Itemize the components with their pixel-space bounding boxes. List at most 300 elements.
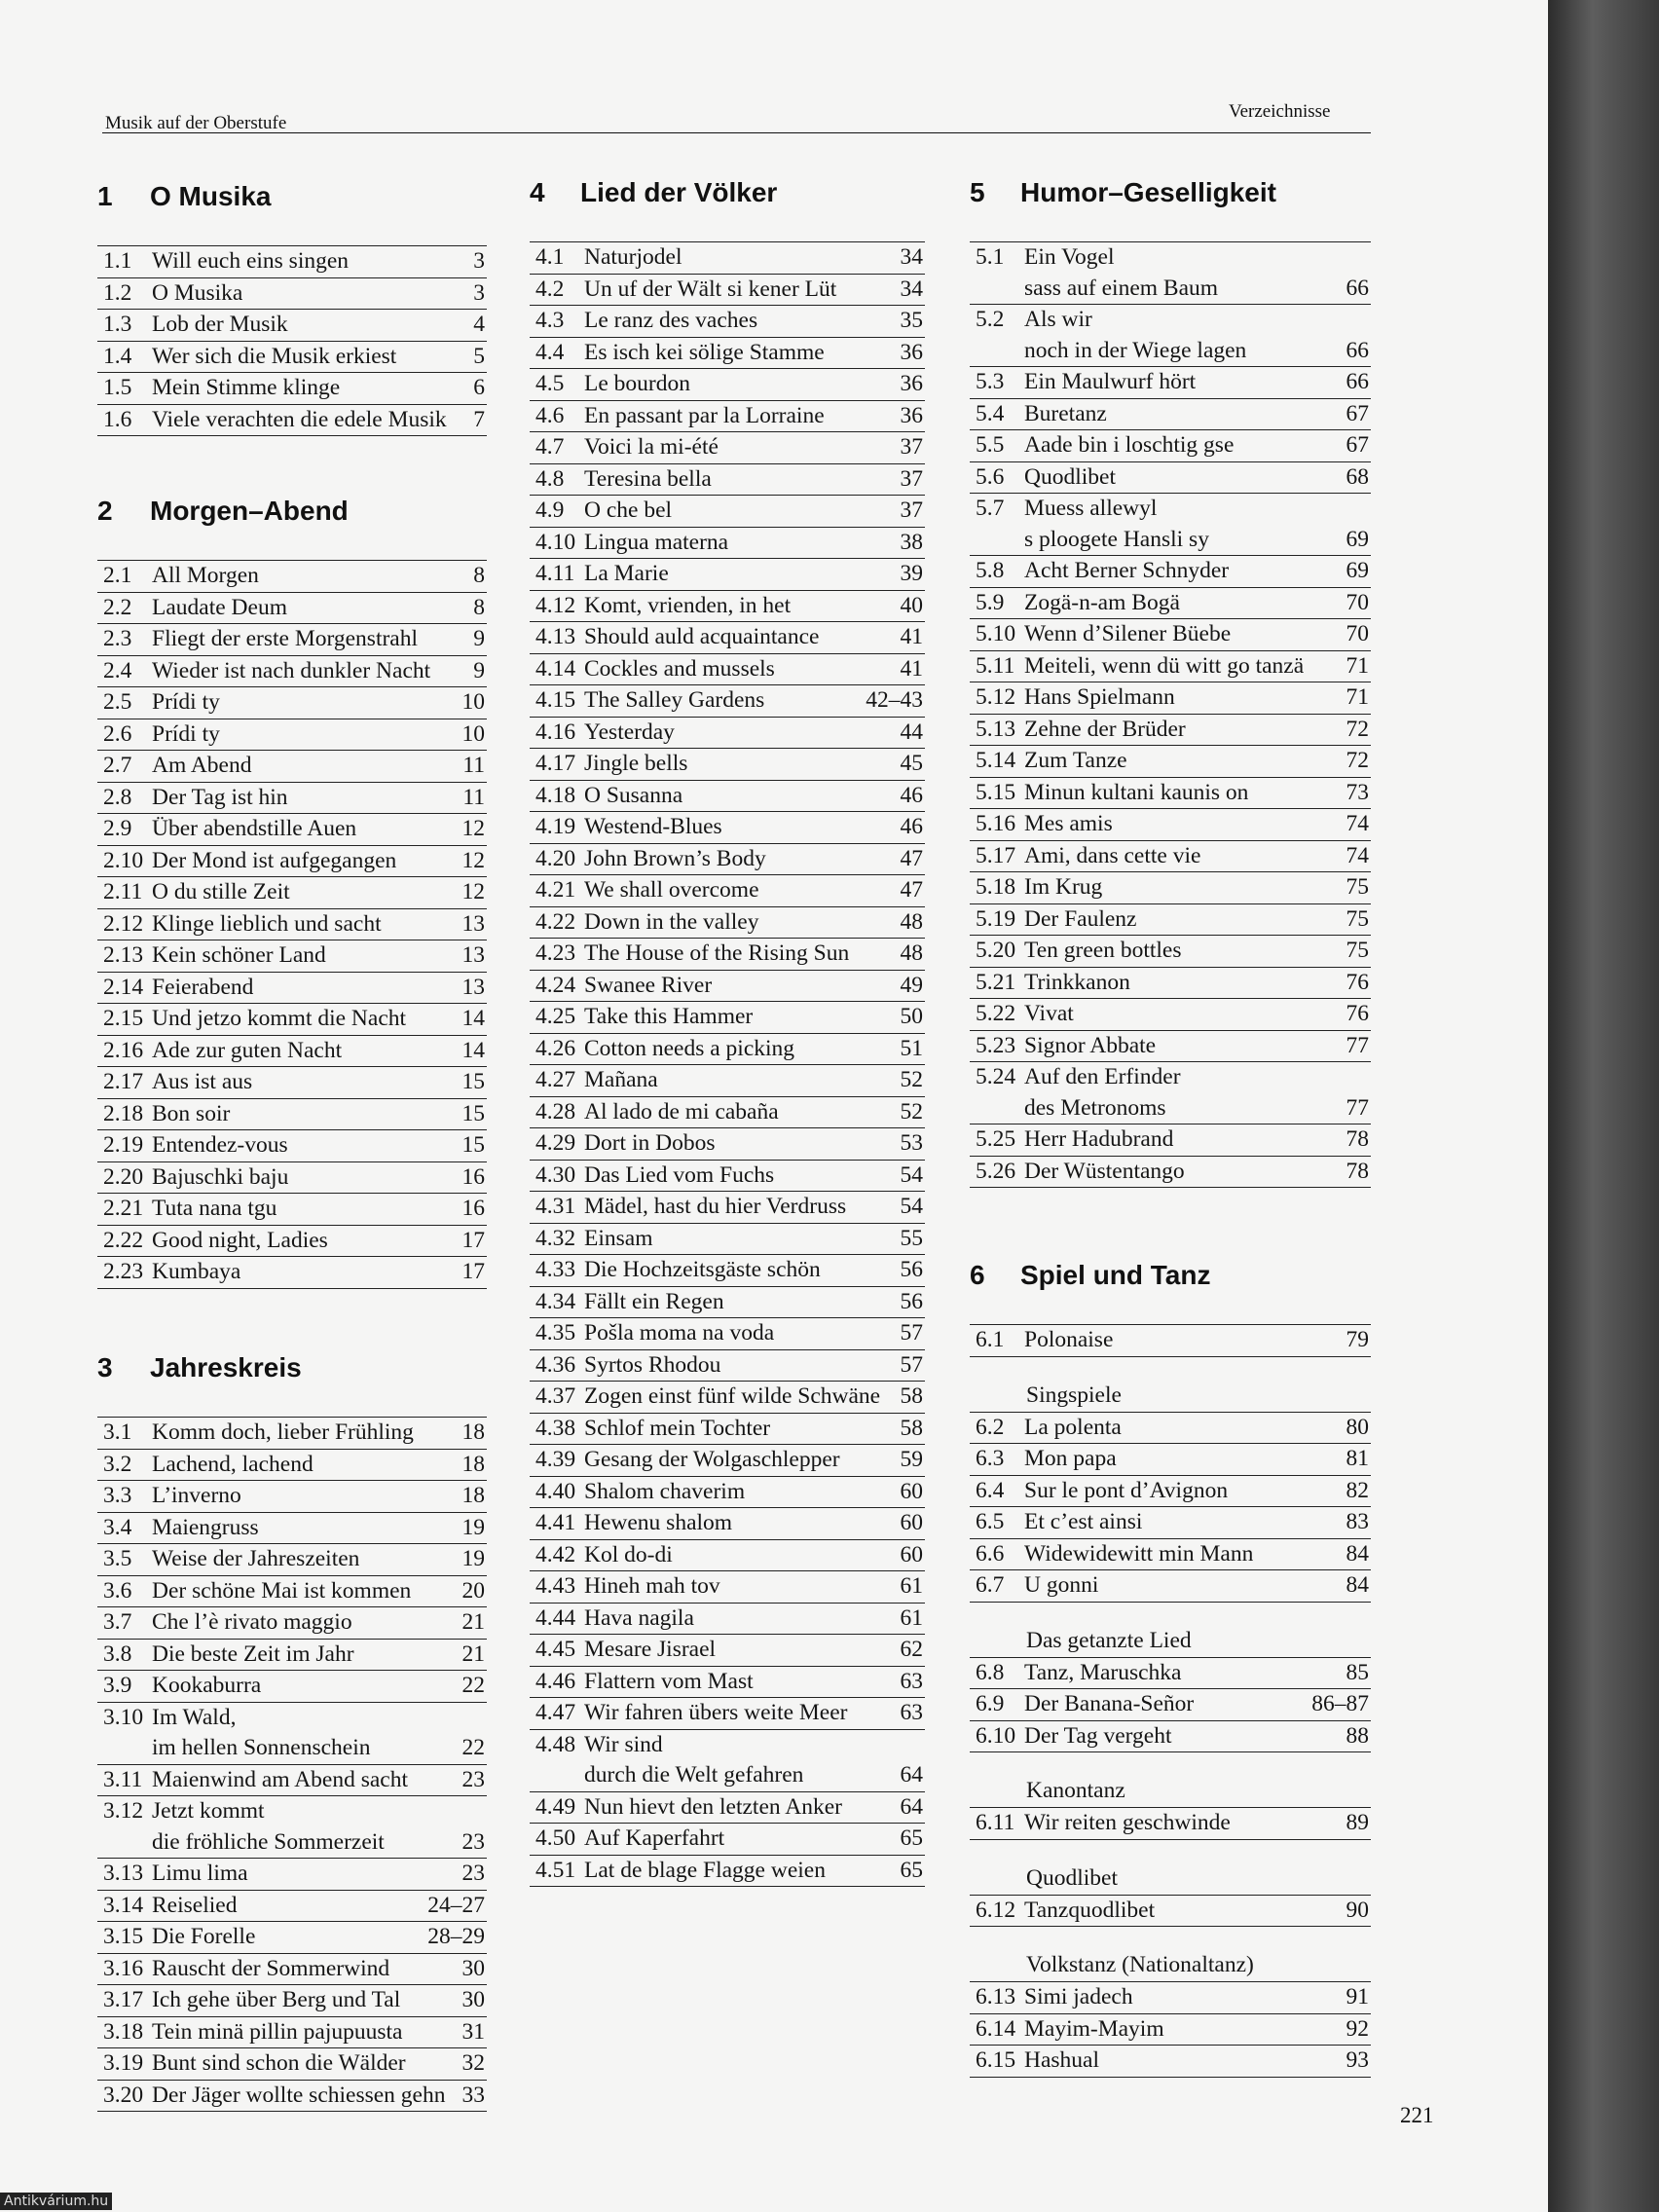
- entry-title-line: Komt, vrienden, in het: [584, 592, 792, 618]
- toc-entry: [97, 1162, 487, 1195]
- entry-number: 4.3: [535, 308, 565, 333]
- toc-entry: [530, 654, 925, 686]
- entry-page: 56: [900, 1288, 923, 1314]
- entry-number: 5.15: [976, 779, 1016, 805]
- toc-entry: [970, 778, 1371, 810]
- entry-title-line: Wir fahren übers weite Meer: [584, 1700, 848, 1725]
- toc-entry: [530, 907, 925, 940]
- entry-page: 23: [461, 1766, 485, 1792]
- entry-number: 2.6: [103, 720, 132, 747]
- toc-entry: [530, 1192, 925, 1224]
- entry-title-line: Herr Hadubrand: [1024, 1126, 1174, 1152]
- toc-entry: [530, 496, 925, 528]
- entry-title: [970, 1325, 1371, 1356]
- entry-number: 4.47: [535, 1700, 576, 1725]
- toc-entry: [530, 306, 925, 338]
- toc-entry: [530, 812, 925, 844]
- entry-page: 75: [1346, 874, 1369, 900]
- entry-title-line: Maienwind am Abend sacht: [152, 1766, 409, 1792]
- toc-entry: [970, 399, 1371, 431]
- section-number: 2: [97, 496, 113, 526]
- toc-entry: [530, 622, 925, 654]
- entry-page: 13: [461, 942, 485, 968]
- toc-entry: [97, 593, 487, 625]
- entry-number: 4.11: [535, 561, 575, 586]
- entry-number: 6.9: [976, 1691, 1005, 1716]
- toc-entry: [970, 1444, 1371, 1476]
- entry-title-line: Bajuschki baju: [152, 1163, 289, 1190]
- entry-number: 4.50: [535, 1825, 576, 1851]
- entry-title: [530, 1540, 925, 1571]
- entry-number: 6.15: [976, 2047, 1016, 2073]
- entry-number: 1.1: [103, 248, 132, 274]
- entry-number: 4.48: [535, 1731, 576, 1757]
- section-title: Morgen–Abend: [150, 496, 349, 526]
- entry-title-line: Feierabend: [152, 974, 254, 1000]
- entry-number: 2.20: [103, 1163, 144, 1190]
- entry-page: 45: [900, 751, 923, 776]
- entry-number: 4.14: [535, 655, 576, 682]
- entry-number: 4.32: [535, 1225, 576, 1251]
- entry-title-line: Zogen einst fünf wilde Schwäne: [584, 1383, 881, 1409]
- entry-page: 79: [1346, 1327, 1369, 1352]
- entry-title: [530, 1445, 925, 1476]
- entry-number: 6.14: [976, 2015, 1016, 2042]
- entry-title-line: Yesterday: [584, 719, 675, 745]
- entry-title: [970, 619, 1371, 650]
- entry-title: [970, 305, 1371, 366]
- entry-page: 57: [900, 1351, 923, 1378]
- entry-title: [530, 1318, 925, 1349]
- section-1: [97, 177, 487, 436]
- entry-number: 2.12: [103, 910, 144, 937]
- entry-number: 4.39: [535, 1447, 576, 1472]
- toc-entry: [530, 1065, 925, 1097]
- page-edge: [1548, 0, 1659, 2212]
- entry-title-line: Flattern vom Mast: [584, 1668, 754, 1694]
- entry-title: [97, 1576, 487, 1607]
- entry-title-line: Jingle bells: [584, 751, 688, 776]
- entry-page: 10: [461, 720, 485, 747]
- entry-page: 8: [473, 563, 485, 588]
- entry-page: 13: [461, 974, 485, 1000]
- toc-entry: [97, 751, 487, 783]
- entry-title: [970, 1689, 1371, 1720]
- toc-entry: [530, 781, 925, 813]
- entry-page: 42–43: [866, 687, 923, 713]
- entry-number: 4.22: [535, 908, 576, 935]
- entry-number: 3.3: [103, 1483, 132, 1508]
- entry-page: 76: [1346, 1001, 1369, 1026]
- entry-number: 4.25: [535, 1004, 576, 1029]
- entry-page: 69: [1346, 526, 1369, 552]
- toc-list: [970, 241, 1371, 1188]
- entry-title-line: Mes amis: [1024, 811, 1113, 836]
- entry-number: 5.20: [976, 938, 1016, 963]
- entry-number: 6.12: [976, 1897, 1016, 1923]
- entry-title-line: durch die Welt gefahren: [584, 1762, 804, 1788]
- toc-entry: [970, 1982, 1371, 2014]
- entry-page: 62: [900, 1637, 923, 1662]
- toc-list: [530, 241, 925, 1887]
- entry-title: [530, 1382, 925, 1413]
- entry-title: [970, 1539, 1371, 1570]
- toc-entry: [97, 877, 487, 909]
- entry-title: [97, 1226, 487, 1257]
- entry-title-line: Syrtos Rhodou: [584, 1351, 721, 1378]
- toc-entry: [97, 909, 487, 941]
- entry-page: 72: [1346, 748, 1369, 773]
- entry-page: 37: [900, 498, 923, 523]
- entry-number: 3.13: [103, 1861, 144, 1886]
- entry-page: 53: [900, 1130, 923, 1156]
- toc-entry: [97, 1576, 487, 1608]
- entry-page: 3: [473, 279, 485, 306]
- entry-title: [530, 496, 925, 527]
- entry-page: 21: [461, 1609, 485, 1635]
- entry-page: 56: [900, 1257, 923, 1282]
- entry-title-line: Der Mond ist aufgegangen: [152, 847, 397, 873]
- entry-title: [97, 1162, 487, 1194]
- entry-number: 4.51: [535, 1857, 576, 1883]
- toc-entry: [97, 1922, 487, 1954]
- entry-title-line: Komm doch, lieber Frühling: [152, 1419, 414, 1445]
- toc-entry: [97, 1099, 487, 1131]
- entry-number: 3.5: [103, 1546, 132, 1571]
- entry-number: 4.24: [535, 972, 576, 998]
- entry-title: [97, 1954, 487, 1985]
- entry-title: [97, 877, 487, 908]
- entry-number: 4.45: [535, 1637, 576, 1662]
- entry-page: 84: [1346, 1572, 1369, 1598]
- entry-title-line: Ein Vogel: [1024, 244, 1115, 270]
- entry-title-line: Le bourdon: [584, 371, 690, 396]
- entry-page: 6: [473, 375, 485, 400]
- toc-entry: [530, 432, 925, 464]
- entry-number: 4.2: [535, 276, 565, 302]
- entry-number: 4.1: [535, 244, 565, 270]
- entry-title-line: Das Lied vom Fuchs: [584, 1161, 775, 1188]
- entry-title-line: O Susanna: [584, 782, 683, 808]
- entry-page: 8: [473, 594, 485, 620]
- entry-page: 49: [900, 972, 923, 998]
- entry-page: 61: [900, 1573, 923, 1599]
- entry-title: [970, 242, 1371, 304]
- entry-title: [97, 278, 487, 310]
- toc-list: [97, 245, 487, 436]
- toc-entry: [970, 494, 1371, 556]
- toc-entry: [530, 1856, 925, 1888]
- entry-title: [530, 907, 925, 939]
- entry-number: 4.33: [535, 1257, 576, 1282]
- entry-title-line: Fällt ein Regen: [584, 1288, 724, 1314]
- entry-number: 3.11: [103, 1766, 143, 1792]
- entry-title-line: Trinkkanon: [1024, 969, 1130, 995]
- entry-page: 55: [900, 1225, 923, 1251]
- entry-number: 2.16: [103, 1037, 144, 1063]
- entry-title-line: The House of the Rising Sun: [584, 940, 850, 966]
- entry-number: 5.24: [976, 1064, 1016, 1089]
- entry-title: [530, 306, 925, 337]
- entry-number: 2.10: [103, 847, 144, 873]
- toc-entry: [97, 278, 487, 311]
- toc-entry: [97, 373, 487, 405]
- toc-entry: [97, 1194, 487, 1226]
- entry-page: 71: [1346, 652, 1369, 679]
- entry-number: 5.9: [976, 589, 1005, 615]
- entry-title: [530, 1128, 925, 1160]
- entry-title-line: Laudate Deum: [152, 594, 287, 620]
- entry-title: [97, 246, 487, 277]
- toc-entry: [970, 682, 1371, 715]
- entry-title-line: Shalom chaverim: [584, 1478, 746, 1504]
- entry-number: 5.11: [976, 652, 1015, 679]
- toc-list: [970, 1657, 1371, 1753]
- toc-entry: [97, 1954, 487, 1986]
- entry-page: 14: [461, 1006, 485, 1031]
- entry-page: 65: [900, 1857, 923, 1883]
- entry-title-line: Hava nagila: [584, 1604, 694, 1631]
- entry-title-line: Le ranz des vaches: [584, 308, 758, 333]
- entry-title-line: Mein Stimme klinge: [152, 375, 341, 400]
- entry-title: [970, 904, 1371, 936]
- entry-title-line: The Salley Gardens: [584, 687, 765, 713]
- entry-page: 36: [900, 371, 923, 396]
- entry-title: [530, 1161, 925, 1192]
- entry-number: 5.22: [976, 1001, 1016, 1026]
- entry-page: 12: [461, 879, 485, 904]
- entry-title-line: Che l’è rivato maggio: [152, 1609, 352, 1635]
- entry-number: 5.19: [976, 905, 1016, 932]
- entry-title: [97, 719, 487, 751]
- subsection-label: Kanontanz: [1026, 1778, 1125, 1803]
- toc-entry: [97, 940, 487, 973]
- entry-page: 38: [900, 529, 923, 555]
- entry-title-line: Lob der Musik: [152, 312, 288, 337]
- toc-entry: [530, 401, 925, 433]
- entry-page: 30: [461, 1987, 485, 2012]
- entry-title: [970, 588, 1371, 619]
- toc-entry: [97, 1226, 487, 1258]
- entry-title-line: Der Tag vergeht: [1024, 1722, 1172, 1749]
- entry-title: [970, 2046, 1371, 2077]
- toc-entry: [97, 814, 487, 846]
- entry-title: [97, 909, 487, 940]
- entry-number: 6.4: [976, 1477, 1005, 1503]
- entry-title-line: Hans Spielmann: [1024, 684, 1175, 710]
- entry-title: [97, 1985, 487, 2016]
- toc-entry: [970, 619, 1371, 651]
- entry-page: 16: [461, 1163, 485, 1190]
- entry-title-line: Der Banana-Señor: [1024, 1691, 1195, 1716]
- entry-title-line: Schlof mein Tochter: [584, 1415, 771, 1441]
- entry-page: 78: [1346, 1126, 1369, 1152]
- entry-number: 6.11: [976, 1810, 1015, 1835]
- entry-title-line: Viele verachten die edele Musik: [152, 406, 447, 432]
- entry-page: 69: [1346, 558, 1369, 583]
- entry-page: 86–87: [1311, 1691, 1369, 1716]
- entry-title-line: Tanz, Maruschka: [1024, 1659, 1182, 1685]
- entry-page: 91: [1346, 1984, 1369, 2009]
- entry-title: [970, 1896, 1371, 1927]
- toc-entry: [970, 999, 1371, 1031]
- entry-title: [530, 939, 925, 970]
- entry-page: 32: [461, 2050, 485, 2076]
- entry-title: [970, 1721, 1371, 1752]
- entry-number: 5.23: [976, 1032, 1016, 1058]
- entry-title: [970, 1413, 1371, 1444]
- toc-entry: [97, 2048, 487, 2081]
- entry-title: [97, 783, 487, 814]
- entry-page: 37: [900, 434, 923, 460]
- entry-page: 9: [473, 657, 485, 683]
- entry-number: 4.12: [535, 592, 576, 618]
- entry-number: 5.13: [976, 716, 1016, 742]
- entry-title: [97, 593, 487, 624]
- entry-number: 3.2: [103, 1451, 132, 1477]
- entry-title: [970, 494, 1371, 555]
- section-2: [97, 492, 487, 1289]
- section-number: 1: [97, 181, 113, 211]
- entry-page: 23: [461, 1828, 485, 1855]
- entry-page: 18: [461, 1483, 485, 1508]
- entry-title: [97, 342, 487, 373]
- entry-title: [97, 656, 487, 687]
- entry-title: [530, 432, 925, 463]
- entry-title: [970, 1476, 1371, 1507]
- toc-entry: [530, 1667, 925, 1699]
- entry-title-line: Am Abend: [152, 753, 252, 778]
- section-6: [970, 1256, 1371, 2078]
- entry-number: 4.36: [535, 1351, 576, 1378]
- toc-entry: [530, 1318, 925, 1350]
- entry-number: 2.4: [103, 657, 132, 683]
- toc-entry: [97, 973, 487, 1005]
- entry-page: 85: [1346, 1659, 1369, 1685]
- toc-entry: [530, 1161, 925, 1193]
- entry-title: [97, 1640, 487, 1671]
- entry-page: 75: [1346, 905, 1369, 932]
- toc-list: [970, 1324, 1371, 1357]
- entry-page: 18: [461, 1419, 485, 1445]
- entry-title: [530, 338, 925, 369]
- toc-entry: [97, 1004, 487, 1036]
- entry-title-line: Weise der Jahreszeiten: [152, 1546, 360, 1571]
- toc-entry: [530, 1477, 925, 1509]
- section-number: 5: [970, 177, 985, 207]
- toc-entry: [97, 1640, 487, 1672]
- entry-page: 70: [1346, 621, 1369, 646]
- entry-number: 6.2: [976, 1414, 1005, 1440]
- entry-title-line: Take this Hammer: [584, 1004, 754, 1029]
- toc-entry: [970, 588, 1371, 620]
- entry-number: 4.23: [535, 940, 576, 966]
- entry-title-line: Quodlibet: [1024, 463, 1116, 490]
- toc-entry: [97, 1067, 487, 1099]
- entry-title: [97, 1796, 487, 1858]
- entry-title: [530, 1571, 925, 1603]
- entry-title-line: Polonaise: [1024, 1327, 1114, 1352]
- entry-title-line: L’inverno: [152, 1483, 241, 1508]
- entry-title-line: sass auf einem Baum: [1024, 275, 1219, 301]
- entry-title-line: Teresina bella: [584, 465, 712, 492]
- toc-entry: [530, 1698, 925, 1730]
- entry-title-line: Tein minä pillin pajupuusta: [152, 2018, 403, 2045]
- subsection-label: Das getanzte Lied: [1026, 1627, 1192, 1653]
- entry-title: [970, 682, 1371, 714]
- entry-title: [97, 1859, 487, 1890]
- entry-page: 64: [900, 1793, 923, 1820]
- entry-title-line: Tuta nana tgu: [152, 1196, 277, 1221]
- entry-title: [97, 1450, 487, 1481]
- entry-title: [970, 841, 1371, 872]
- entry-title-line: Should auld acquaintance: [584, 624, 820, 649]
- entry-title: [530, 1856, 925, 1887]
- toc-entry: [530, 1730, 925, 1792]
- entry-title: [97, 751, 487, 782]
- entry-title: [970, 1808, 1371, 1839]
- toc-entry: [97, 846, 487, 878]
- entry-title: [97, 2017, 487, 2048]
- entry-title: [530, 591, 925, 622]
- entry-page: 34: [900, 276, 923, 302]
- entry-title-line: Ami, dans cette vie: [1024, 842, 1201, 868]
- entry-title-line: Der schöne Mai ist kommen: [152, 1577, 412, 1604]
- entry-page: 46: [900, 782, 923, 808]
- toc-list: [970, 1807, 1371, 1840]
- entry-number: 4.28: [535, 1098, 576, 1124]
- toc-entry: [530, 971, 925, 1003]
- entry-page: 15: [461, 1100, 485, 1126]
- entry-number: 3.12: [103, 1798, 144, 1824]
- entry-page: 90: [1346, 1897, 1369, 1923]
- entry-title-line: Entendez-vous: [152, 1132, 288, 1158]
- toc-entry: [970, 841, 1371, 873]
- entry-page: 31: [461, 2018, 485, 2045]
- entry-number: 3.4: [103, 1514, 132, 1540]
- entry-title-line: Zehne der Brüder: [1024, 716, 1186, 742]
- entry-page: 12: [461, 816, 485, 841]
- entry-title-line: Rauscht der Sommerwind: [152, 1955, 390, 1981]
- toc-entry: [970, 1124, 1371, 1157]
- toc-entry: [530, 1540, 925, 1572]
- entry-title: [530, 464, 925, 496]
- entry-number: 4.10: [535, 529, 576, 555]
- entry-page: 74: [1346, 811, 1369, 836]
- entry-title-line: Ade zur guten Nacht: [152, 1037, 343, 1063]
- entry-title-line: Prídi ty: [152, 689, 220, 715]
- entry-title-line: Fliegt der erste Morgenstrahl: [152, 626, 419, 651]
- toc-entry: [530, 1382, 925, 1414]
- entry-page: 59: [900, 1447, 923, 1472]
- toc-entry: [97, 1036, 487, 1068]
- entry-number: 3.1: [103, 1419, 132, 1445]
- toc-entry: [530, 242, 925, 275]
- entry-title: [530, 1034, 925, 1065]
- entry-title-line: U gonni: [1024, 1572, 1099, 1598]
- section-heading: [530, 173, 925, 212]
- entry-number: 4.13: [535, 624, 576, 649]
- entry-number: 5.1: [976, 244, 1005, 270]
- entry-title: [530, 1065, 925, 1096]
- section-5: [970, 173, 1371, 1188]
- entry-page: 70: [1346, 589, 1369, 615]
- entry-number: 6.1: [976, 1327, 1005, 1352]
- entry-number: 3.16: [103, 1955, 144, 1981]
- entry-title: [970, 430, 1371, 461]
- entry-page: 92: [1346, 2015, 1369, 2042]
- entry-number: 4.21: [535, 877, 576, 903]
